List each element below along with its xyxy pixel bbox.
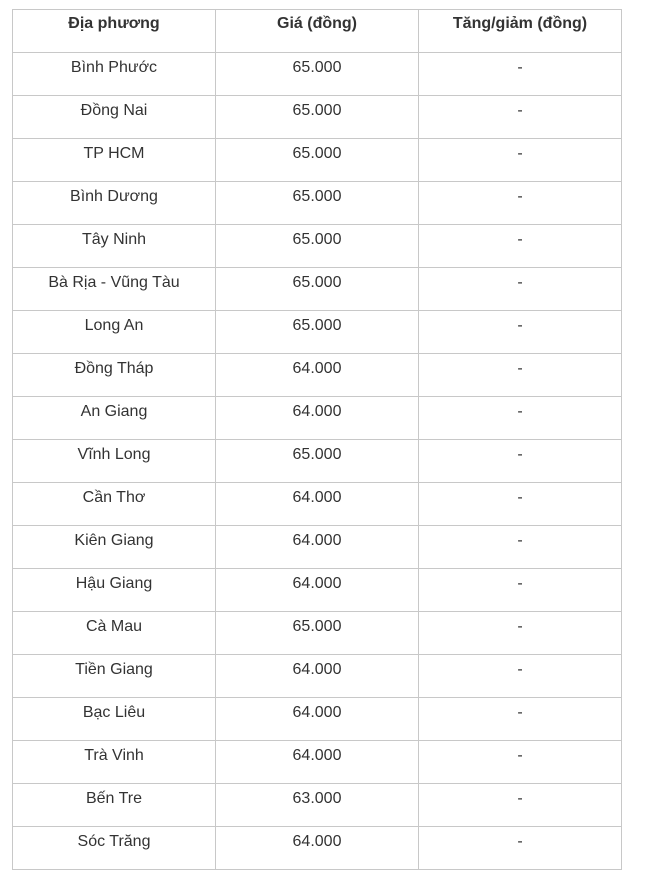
cell-change: - [419, 440, 622, 483]
cell-price: 64.000 [216, 397, 419, 440]
header-change: Tăng/giảm (đồng) [419, 10, 622, 53]
table-row [13, 96, 622, 139]
cell-price: 65.000 [216, 311, 419, 354]
cell-region: Tây Ninh [13, 225, 216, 268]
cell-price: 65.000 [216, 139, 419, 182]
cell-change: - [419, 311, 622, 354]
cell-change: - [419, 784, 622, 827]
cell-region: Bình Dương [13, 182, 216, 225]
cell-region: Cần Thơ [13, 483, 216, 526]
cell-region: Đồng Nai [13, 96, 216, 139]
table-row [13, 784, 622, 827]
table-row [13, 268, 622, 311]
cell-region: Sóc Trăng [13, 827, 216, 870]
cell-change: - [419, 569, 622, 612]
cell-region: Bạc Liêu [13, 698, 216, 741]
cell-region: Cà Mau [13, 612, 216, 655]
header-price: Giá (đồng) [216, 10, 419, 53]
cell-change: - [419, 483, 622, 526]
cell-price: 65.000 [216, 182, 419, 225]
cell-price: 65.000 [216, 96, 419, 139]
table-row [13, 483, 622, 526]
price-table-container [12, 9, 621, 870]
cell-region: Kiên Giang [13, 526, 216, 569]
cell-price: 65.000 [216, 268, 419, 311]
table-row [13, 440, 622, 483]
cell-price: 64.000 [216, 827, 419, 870]
table-row [13, 655, 622, 698]
cell-change: - [419, 354, 622, 397]
cell-price: 65.000 [216, 225, 419, 268]
table-row [13, 225, 622, 268]
table-row [13, 182, 622, 225]
table-row [13, 526, 622, 569]
cell-price: 64.000 [216, 698, 419, 741]
cell-price: 64.000 [216, 569, 419, 612]
cell-change: - [419, 397, 622, 440]
table-row [13, 53, 622, 96]
cell-change: - [419, 225, 622, 268]
table-row [13, 311, 622, 354]
cell-change: - [419, 182, 622, 225]
table-row [13, 397, 622, 440]
header-region: Địa phương [13, 10, 216, 53]
cell-change: - [419, 827, 622, 870]
cell-region: Trà Vinh [13, 741, 216, 784]
cell-price: 63.000 [216, 784, 419, 827]
header-row [13, 10, 622, 53]
price-table [12, 9, 622, 870]
table-row [13, 569, 622, 612]
cell-region: Long An [13, 311, 216, 354]
cell-price: 64.000 [216, 655, 419, 698]
cell-change: - [419, 139, 622, 182]
cell-region: Vĩnh Long [13, 440, 216, 483]
cell-price: 65.000 [216, 612, 419, 655]
table-row [13, 354, 622, 397]
cell-price: 64.000 [216, 526, 419, 569]
cell-change: - [419, 655, 622, 698]
cell-region: Bà Rịa - Vũng Tàu [13, 268, 216, 311]
cell-region: Bình Phước [13, 53, 216, 96]
table-row [13, 698, 622, 741]
cell-change: - [419, 53, 622, 96]
cell-region: TP HCM [13, 139, 216, 182]
cell-price: 64.000 [216, 741, 419, 784]
cell-change: - [419, 612, 622, 655]
cell-region: Bến Tre [13, 784, 216, 827]
cell-region: An Giang [13, 397, 216, 440]
cell-price: 65.000 [216, 53, 419, 96]
cell-change: - [419, 741, 622, 784]
cell-change: - [419, 268, 622, 311]
table-body [13, 53, 622, 870]
table-row [13, 741, 622, 784]
cell-region: Hậu Giang [13, 569, 216, 612]
table-row [13, 139, 622, 182]
cell-price: 64.000 [216, 483, 419, 526]
cell-region: Đồng Tháp [13, 354, 216, 397]
cell-price: 64.000 [216, 354, 419, 397]
table-header [13, 10, 622, 53]
cell-change: - [419, 526, 622, 569]
table-row [13, 827, 622, 870]
cell-region: Tiền Giang [13, 655, 216, 698]
cell-price: 65.000 [216, 440, 419, 483]
cell-change: - [419, 698, 622, 741]
cell-change: - [419, 96, 622, 139]
table-row [13, 612, 622, 655]
